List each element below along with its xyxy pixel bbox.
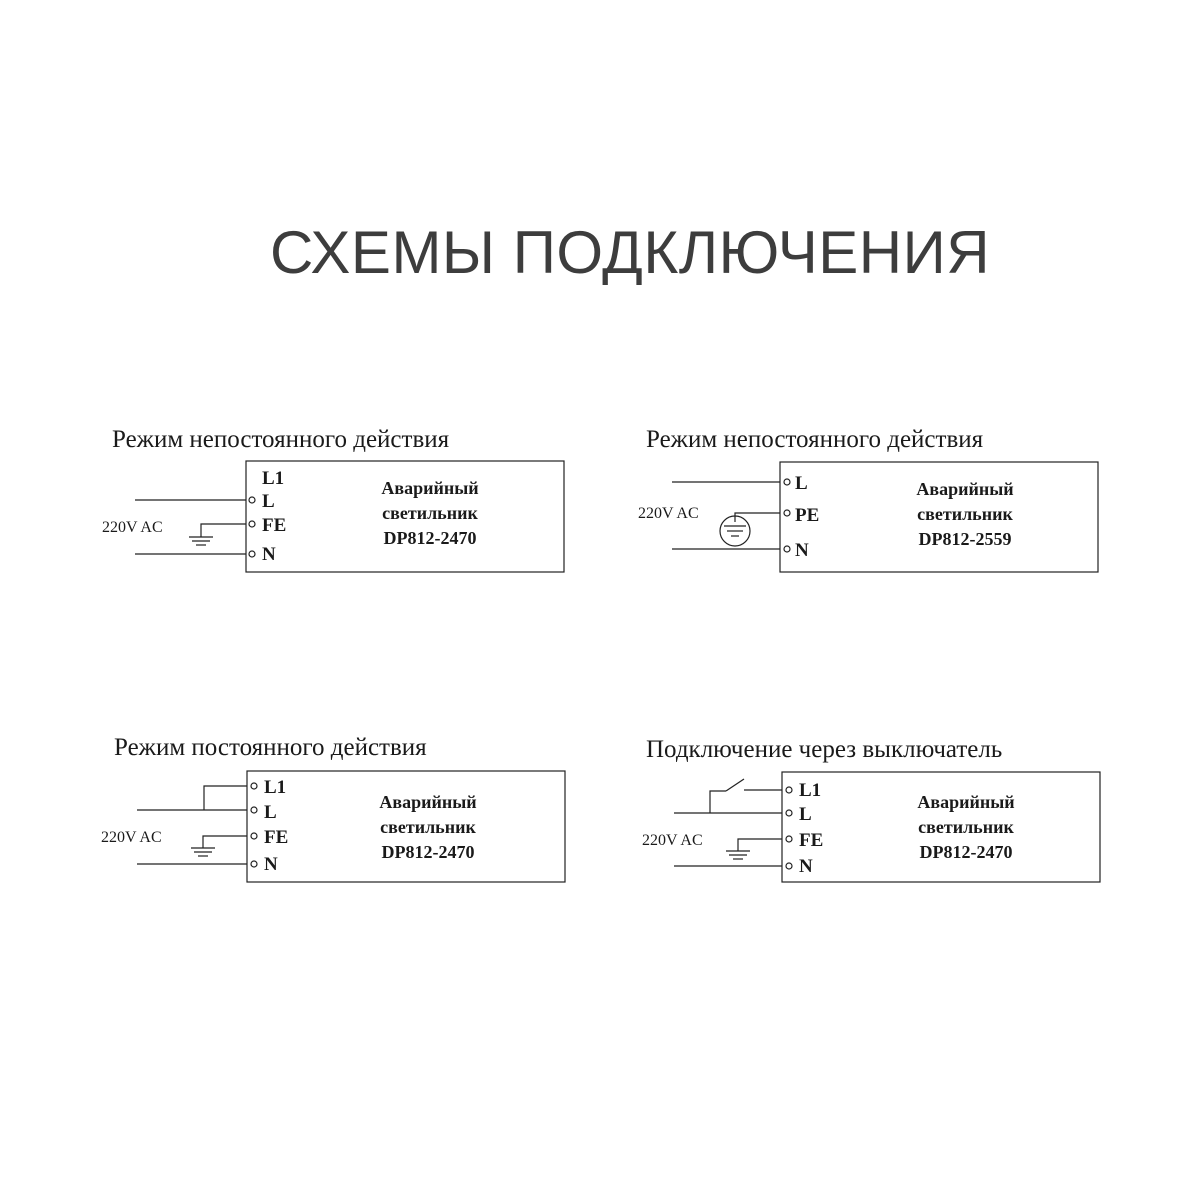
diagram-1-terminal-dot-l xyxy=(249,497,255,503)
diagram-2-caption: Режим непостоянного действия xyxy=(646,426,984,453)
diagram-3-terminal-label: L xyxy=(264,802,277,823)
diagram-3-device-line: Аварийный xyxy=(379,792,477,812)
diagram-4-terminal-dot-fe xyxy=(786,836,792,842)
diagram-3-caption: Режим постоянного действия xyxy=(114,734,427,761)
diagram-4-terminal-dot-n xyxy=(786,863,792,869)
diagram-4-terminal-label: L1 xyxy=(799,780,822,801)
diagram-4-terminal-dot-l1 xyxy=(786,787,792,793)
diagram-3-terminal-dot-l1 xyxy=(251,783,257,789)
diagram-1-terminal-label: N xyxy=(262,544,276,565)
diagram-3-terminal-dot-l xyxy=(251,807,257,813)
diagram-2-terminal-dot-pe xyxy=(784,510,790,516)
diagram-3-device-line: DP812-2470 xyxy=(381,842,475,862)
diagram-4-terminal-dot-l xyxy=(786,810,792,816)
diagram-3-wire-fe xyxy=(203,836,247,848)
diagram-4-device-line: DP812-2470 xyxy=(919,842,1013,862)
diagram-3-device-line: светильник xyxy=(380,817,476,837)
diagram-1 xyxy=(102,426,564,572)
diagram-2-terminal-dot-l xyxy=(784,479,790,485)
diagram-2-terminal-label: PE xyxy=(795,505,820,526)
diagram-2-terminal-dot-n xyxy=(784,546,790,552)
diagram-1-wire-fe xyxy=(201,524,246,537)
diagram-1-voltage-label: 220V AC xyxy=(102,519,163,536)
diagram-3 xyxy=(101,734,565,882)
diagram-2 xyxy=(638,426,1098,572)
diagram-3-ground-icon xyxy=(191,848,215,856)
diagram-4-device-line: светильник xyxy=(918,817,1014,837)
diagram-2-voltage-label: 220V AC xyxy=(638,505,699,522)
diagram-2-device-line: DP812-2559 xyxy=(918,529,1012,549)
diagram-3-terminal-dot-n xyxy=(251,861,257,867)
diagram-3-terminal-label: L1 xyxy=(264,777,287,798)
diagram-4-caption: Подключение через выключатель xyxy=(646,736,1003,763)
diagram-1-terminal-label: FE xyxy=(262,515,287,536)
diagram-4-terminal-label: FE xyxy=(799,830,824,851)
diagram-1-device-line: Аварийный xyxy=(381,478,479,498)
diagram-4-terminal-label: L xyxy=(799,804,812,825)
diagram-3-voltage-label: 220V AC xyxy=(101,829,162,846)
diagram-4-device-line: Аварийный xyxy=(917,792,1015,812)
diagram-4-voltage-label: 220V AC xyxy=(642,832,703,849)
diagram-4-ground-icon xyxy=(726,851,750,859)
diagram-2-terminal-label: N xyxy=(795,540,809,561)
diagram-1-terminal-label: L1 xyxy=(262,468,285,489)
diagram-3-terminal-dot-fe xyxy=(251,833,257,839)
diagram-2-device-line: Аварийный xyxy=(916,479,1014,499)
diagram-2-device-line: светильник xyxy=(917,504,1013,524)
diagram-1-terminal-label: L xyxy=(262,491,275,512)
diagram-4 xyxy=(642,736,1100,882)
diagram-3-terminal-label: N xyxy=(264,854,278,875)
diagram-1-device-line: светильник xyxy=(382,503,478,523)
page-title: СХЕМЫ ПОДКЛЮЧЕНИЯ xyxy=(269,219,991,286)
diagram-3-wire-l1-bridge xyxy=(204,786,247,810)
diagram-4-switch-icon xyxy=(710,779,782,813)
diagram-4-wire-fe xyxy=(738,839,782,851)
diagram-1-caption: Режим непостоянного действия xyxy=(112,426,450,453)
diagram-1-ground-icon xyxy=(189,537,213,545)
diagram-2-terminal-label: L xyxy=(795,473,808,494)
diagram-1-device-line: DP812-2470 xyxy=(383,528,477,548)
diagram-1-terminal-dot-n xyxy=(249,551,255,557)
diagram-1-terminal-dot-fe xyxy=(249,521,255,527)
diagram-3-terminal-label: FE xyxy=(264,827,289,848)
diagram-4-terminal-label: N xyxy=(799,856,813,877)
